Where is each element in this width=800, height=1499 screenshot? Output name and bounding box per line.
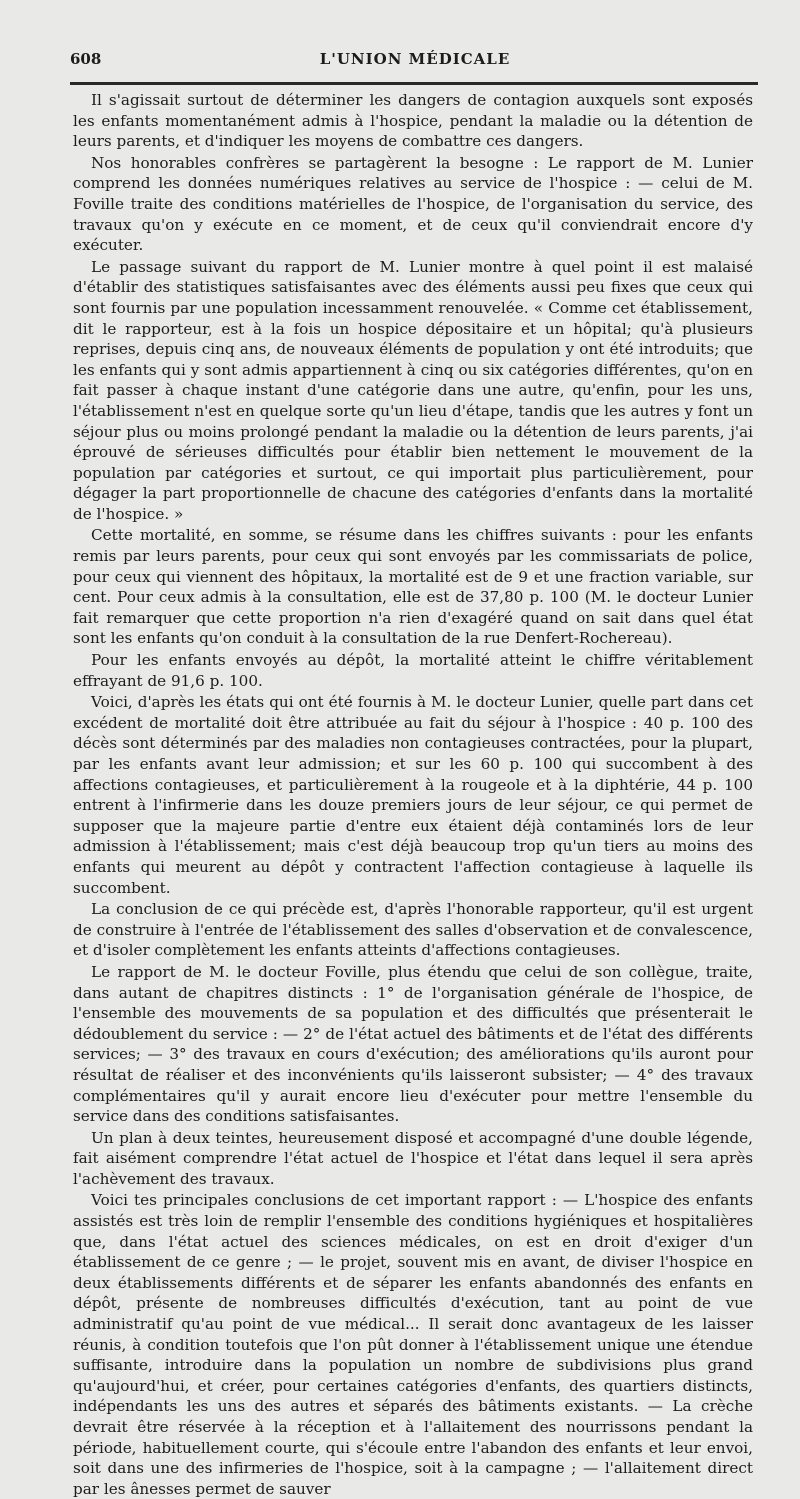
paragraph: Voici, d'après les états qui ont été fournis à M. le docteur Lunier, quelle part dans cet excédent de mortalité doit être attribuée au fait du séjour à l'hospice : 40 p. 100 des décès sont déterminés par des maladies non contagieuses contractées, pour la plupart, par les enfants avant leur admission; et sur les 60 p. 100 qui succombent à des affections contagieuses, et particulièrement à la rougeole et à la diphtérie, 44 p. 100 entrent à l'infirmerie dans les douze premiers jours de leur séjour, ce qui permet de supposer que la majeure partie d'entre eux étaient déjà contaminés lors de leur admission à l'établissement; mais c'est déjà beaucoup trop qu'un tiers au moins des enfants qui meurent au dépôt y contractent l'affection contagieuse à laquelle ils succombent. <box>73 693 753 897</box>
paragraph: Il s'agissait surtout de déterminer les dangers de contagion auxquels sont exposés les enfants momentanément admis à l'hospice, pendant la maladie ou la détention de leurs parents, et d'indiquer les moyens de combattre ces dangers. <box>73 91 753 151</box>
page-header <box>70 50 760 72</box>
running-title: L'UNION MÉDICALE <box>319 50 511 68</box>
paragraph: Un plan à deux teintes, heureusement disposé et accompagné d'une double légende, fait aisément comprendre l'état actuel de l'hospice et l'état dans lequel il sera après l'achèvement des travaux. <box>73 1128 753 1188</box>
paragraph: Le passage suivant du rapport de M. Lunier montre à quel point il est malaisé d'établir des statistiques satisfaisantes avec des éléments aussi peu fixes que ceux qui sont fournis par une population incessamment renouvelée. « Comme cet établissement, dit le rapporteur, est à la fois un hospice dépositaire et un hôpital; qu'à plusieurs reprises, depuis cinq ans, de nouveaux éléments de population y ont été introduits; que les enfants qui y sont admis appartiennent à cinq ou six catégories différentes, qu'on en fait passer à chaque instant d'une catégorie dans une autre, qu'enfin, pour les uns, l'établissement n'est en quelque sorte qu'un lieu d'étape, tandis que les autres y font un séjour plus ou moins prolongé pendant la maladie ou la détention de leurs parents, j'ai éprouvé de sérieuses difficultés pour établir bien nettement le mouvement de la population par catégories et surtout, ce qui importait plus particulièrement, pour dégager la part proportionnelle de chacune des catégories d'enfants dans la mortalité de l'hospice. » <box>73 257 753 523</box>
article-body <box>73 90 753 1499</box>
paragraph: Cette mortalité, en somme, se résume dans les chiffres suivants : pour les enfants remis par leurs parents, pour ceux qui sont envoyés par les commissariats de police, pour ceux qui viennent des hôpitaux, la mortalité est de 9 et une fraction variable, sur cent. Pour ceux admis à la consultation, elle est de 37,80 p. 100 (M. le docteur Lunier fait remarquer que cette proportion n'a rien d'exagéré quand on sait dans quel état sont les enfants qu'on conduit à la consultation de la rue Denfert-Rochereau). <box>73 526 753 648</box>
page-number: 608 <box>70 50 102 68</box>
paragraph: Le rapport de M. le docteur Foville, plus étendu que celui de son collègue, traite, dans autant de chapitres distincts : 1° de l'organisation générale de l'hospice, de l'ensemble des mouvements de sa population et des difficultés que présenterait le dédoublement du service : — 2° de l'état actuel des bâtiments et de l'état des différents services; — 3° des travaux en cours d'exécution; des améliorations qu'ils auront pour résultat de réaliser et des inconvénients qu'ils laisseront subsister; — 4° des travaux complémentaires qu'il y aurait encore lieu d'exécuter pour mettre l'ensemble du service dans des conditions satisfaisantes. <box>73 962 753 1126</box>
header-rule <box>70 82 758 85</box>
paragraph: Nos honorables confrères se partagèrent la besogne : Le rapport de M. Lunier comprend les données numériques relatives au service de l'hospice : — celui de M. Foville traite des conditions matérielles de l'hospice, de l'organisation du service, des travaux qu'on y exécute en ce moment, et de ceux qu'il conviendrait encore d'y exécuter. <box>73 153 753 255</box>
paragraph: Voici tes principales conclusions de cet important rapport : — L'hospice des enfants assistés est très loin de remplir l'ensemble des conditions hygiéniques et hospitalières que, dans l'état actuel des sciences médicales, on est en droit d'exiger d'un établissement de ce genre ; — le projet, souvent mis en avant, de diviser l'hospice en deux établissements différents et de séparer les enfants abandonnés des enfants en dépôt, présente de nombreuses difficultés d'exécution, tant au point de vue administratif qu'au point de vue médical... Il serait donc avantageux de les laisser réunis, à condition toutefois que l'on pût donner à l'établissement unique une étendue suffisante, introduire dans la population un nombre de subdivisions plus grand qu'aujourd'hui, et créer, pour certaines catégories d'enfants, des quartiers distincts, indépendants les uns des autres et séparés des bâtiments existants. — La crèche devrait être réservée à la réception et à l'allaitement des nourrissons pendant la période, habituellement courte, qui s'écoule entre l'abandon des enfants et leur envoi, soit dans une des infirmeries de l'hospice, soit à la campagne ; — l'allaitement direct par les ânesses permet de sauver <box>73 1191 753 1498</box>
paragraph: La conclusion de ce qui précède est, d'après l'honorable rapporteur, qu'il est urgent de construire à l'entrée de l'établissement des salles d'observation et de convalescence, et d'isoler complètement les enfants atteints d'affections contagieuses. <box>73 900 753 960</box>
paragraph: Pour les enfants envoyés au dépôt, la mortalité atteint le chiffre véritablement effrayant de 91,6 p. 100. <box>73 651 753 690</box>
